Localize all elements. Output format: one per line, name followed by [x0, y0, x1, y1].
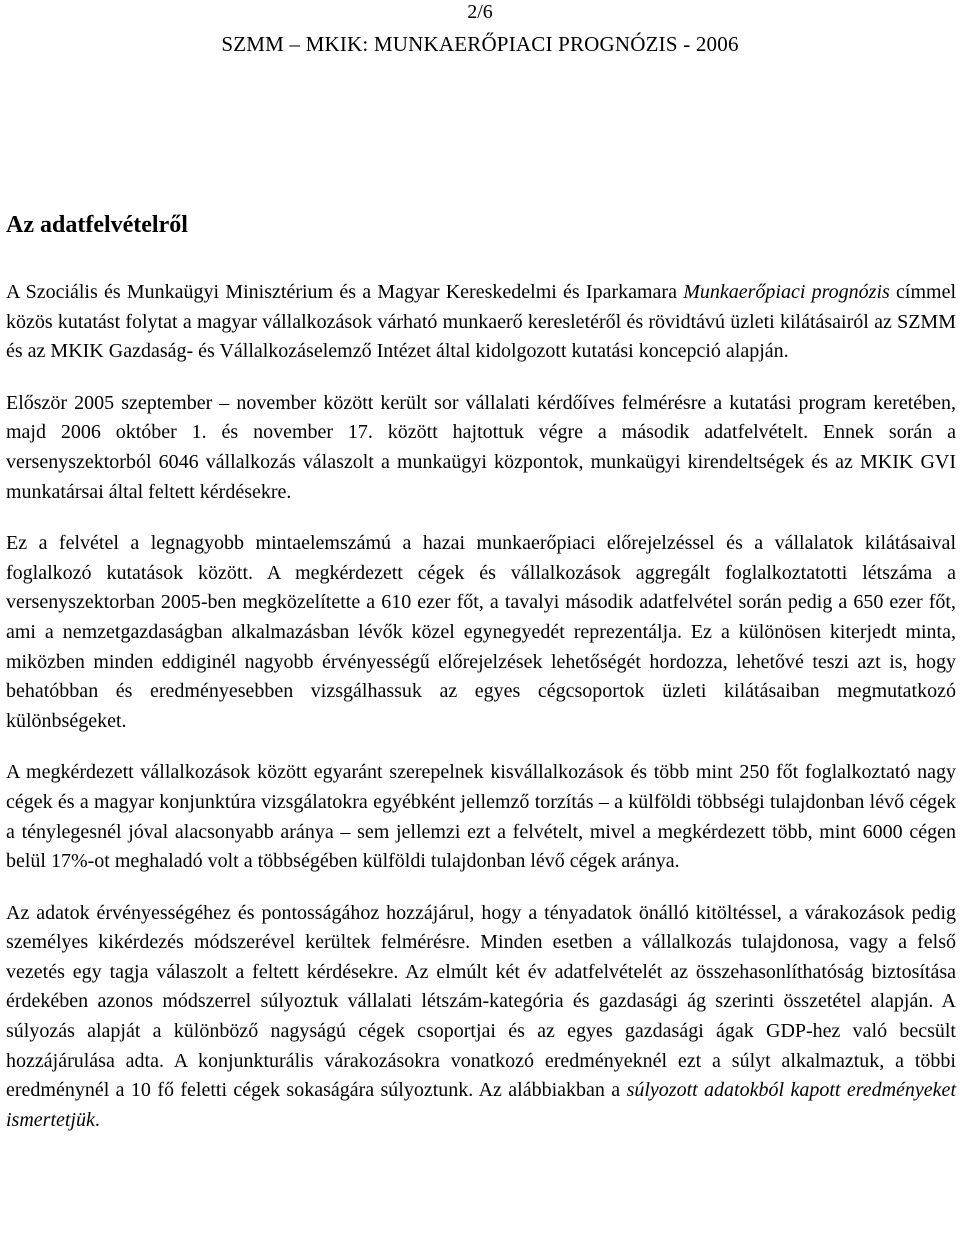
paragraph-survey-timing: Először 2005 szeptember – november között került sor vállalati kérdőíves felmérésre a kutatási program keretében, majd 2006 október 1. és november 17. között hajtottuk végre a második adatfelvételt. Ennek során a versenyszektorból 6046 vállalkozás válaszolt a munkaügyi központok, munkaügyi kirendeltségek és az MKIK GVI munkatársai által feltett kérdésekre.: [6, 391, 956, 503]
paragraph-intro: [6, 278, 956, 367]
running-title: SZMM – MKIK: MUNKAERŐPIACI PROGNÓZIS - 2006: [221, 32, 739, 56]
paragraph-text: .: [94, 1108, 100, 1131]
section-title: Az adatfelvételről: [6, 212, 188, 238]
paragraph-text: címmel közös kutatást folytat a magyar vállalkozások várható munkaerő keresletéről és rövidtávú üzleti kilátásairól az SZMM és az MKIK Gazdaság- és Vállalkozáselemző Intézet által kidolgozott kutatási koncepció alapján.: [6, 281, 957, 363]
paragraph-text: A Szociális és Munkaügyi Minisztérium és a Magyar Kereskedelmi és Iparkamara: [6, 281, 684, 303]
paragraph-sample-size: Ez a felvétel a legnagyobb mintaelemszámú a hazai munkaerőpiaci előrejelzéssel és a vállalatok kilátásaival foglalkozó kutatások között. A megkérdezett cégek és vállalkozások aggregált foglalkoztatotti létszáma a versenyszektorban 2005-ben megközelítette a 610 ezer főt, a tavalyi második adatfelvétel során pedig a 650 ezer főt, ami a nemzetgazdaságban alkalmazásban lévők közel egynegyedét reprezentálja. Ez a különösen kiterjedt minta, miközben minden eddiginél nagyobb érvényességű előrejelzések lehetőségét hordozza, lehetővé teszi azt is, hogy behatóbban és eredményesebben vizsgálhassuk az egyes cégcsoportok üzleti kilátásaiban megmutatkozó különbségeket.: [6, 532, 956, 732]
paragraph-text: Az adatok érvényességéhez és pontosságához hozzájárul, hogy a tényadatok önálló kitöltéssel, a várakozások pedig személyes kikérdezés módszerével kerültek felmérésre. Minden esetben a vállalkozás tulajdonosa, vagy a felső vezetés egy tagja válaszolt a feltett kérdésekre. Az elmúlt két év adatfelvételét az összehasonlíthatóság biztosítása érdekében azonos módszerrel súlyoztuk vállalati létszám-kategória és gazdasági ág szerinti összetétel alapján. A súlyozás alapját a különböző nagyságú cégek csoportjai és az egyes gazdasági ágak GDP-hez való becsült hozzájárulása adta. A konjunkturális várakozásokra vonatkozó eredményeknél ezt a súlyt alkalmaztuk, a többi eredménynél a 10 fő feletti cégek sokaságára súlyoztunk. Az alábbiakban a: [6, 901, 956, 1102]
emphasized-text: Munkaerőpiaci prognózis: [683, 281, 890, 303]
paragraph-sample-composition: A megkérdezett vállalkozások között egyaránt szerepelnek kisvállalkozások és több mint 250 főt foglalkoztató nagy cégek és a magyar konjunktúra vizsgálatokra egyébként jellemző torzítás – a külföldi többségi tulajdonban lévő cégek a ténylegesnél jóval alacsonyabb aránya – sem jellemzi ezt a felvételt, mivel a megkérdezett több, mint 6000 cégen belül 17%-ot meghaladó volt a többségében külföldi tulajdonban lévő cégek aránya.: [6, 761, 956, 873]
page-number: 2/6: [467, 1, 493, 23]
paragraph-weighting: [6, 899, 956, 1136]
emphasized-text: súlyozott adatokból kapott eredményeket ismertetjük: [6, 1079, 956, 1131]
page-header: [0, 0, 960, 58]
body-text: [6, 278, 956, 1157]
